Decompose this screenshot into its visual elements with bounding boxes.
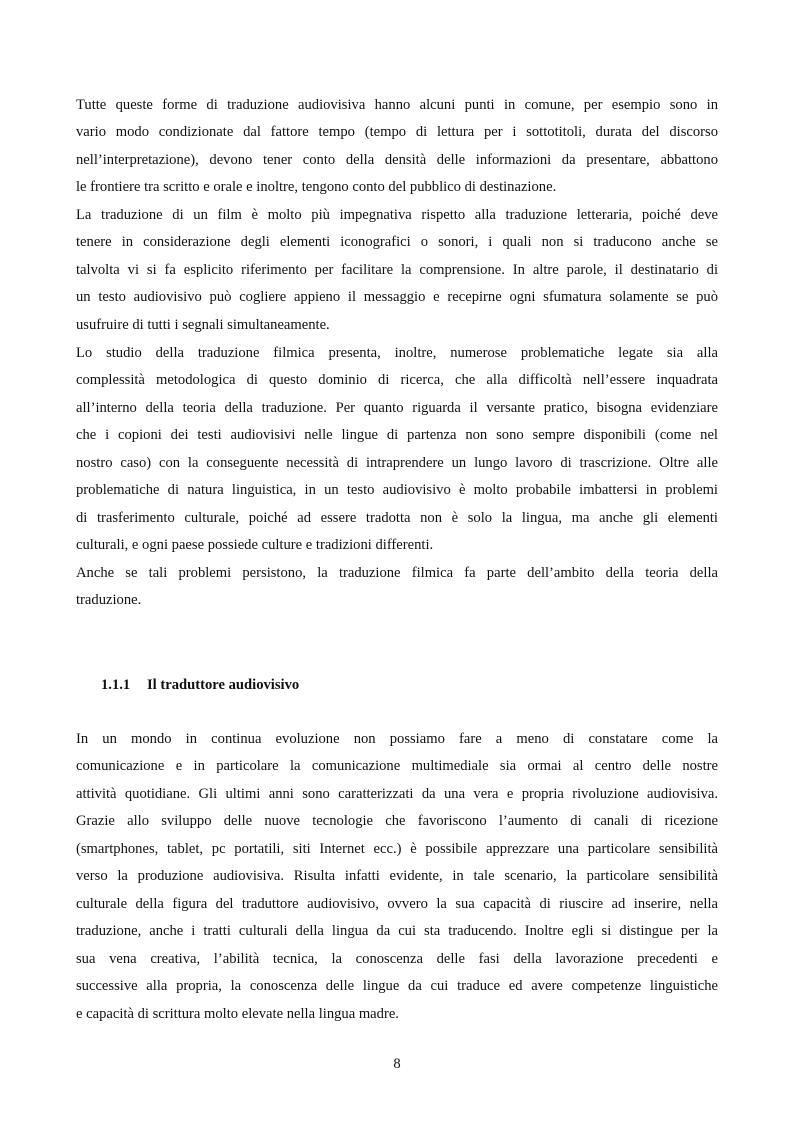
text-line: vario modo condizionate dal fattore tempo (tempo di lettura per i sottotitoli, durata del discorso [76,124,718,140]
text-line: successive alla propria, la conoscenza delle lingue da cui traduce ed avere competenze linguistiche [76,978,718,994]
text-line: sua vena creativa, l’abilità tecnica, la conoscenza delle fasi della lavorazione precedenti e [76,951,718,967]
text-line: culturale della figura del traduttore audiovisivo, ovvero la sua capacità di riuscire ad inserire, nella [76,896,718,912]
text-line: nell’interpretazione), devono tener conto della densità delle informazioni da presentare, abbattono [76,152,718,168]
text-line: di trasferimento culturale, poiché ad essere tradotta non è solo la lingua, ma anche gli elementi [76,510,718,526]
text-line: comunicazione e in particolare la comunicazione multimediale sia ormai al centro delle nostre [76,758,718,774]
text-line: le frontiere tra scritto e orale e inoltre, tengono conto del pubblico di destinazione. [76,179,557,195]
text-line: La traduzione di un film è molto più impegnativa rispetto alla traduzione letteraria, poiché deve [76,207,718,223]
text-line: Anche se tali problemi persistono, la traduzione filmica fa parte dell’ambito della teoria della [76,565,718,581]
text-line: un testo audiovisivo può cogliere appieno il messaggio e recepirne ogni sfumatura solamente se può [76,289,718,305]
text-line: all’interno della teoria della traduzione. Per quanto riguarda il versante pratico, bisogna evidenziare [76,400,718,416]
text-line: attività quotidiane. Gli ultimi anni sono caratterizzati da una vera e propria rivoluzione audiovisiva. [76,786,718,802]
text-line: usufruire di tutti i segnali simultaneamente. [76,317,330,333]
text-line: verso la produzione audiovisiva. Risulta infatti evidente, in tale scenario, la particolare sensibilità [76,868,718,884]
text-line: problematiche di natura linguistica, in un testo audiovisivo è molto probabile imbattersi in problemi [76,482,718,498]
section-number: 1.1.1 [101,677,131,693]
text-line: nostro caso) con la conseguente necessità di intraprendere un lungo lavoro di trascrizione. Oltre alle [76,455,718,471]
text-line: Grazie allo sviluppo delle nuove tecnologie che favoriscono l’aumento di canali di ricezione [76,813,718,829]
section-title: Il traduttore audiovisivo [147,677,300,693]
text-line: Tutte queste forme di traduzione audiovisiva hanno alcuni punti in comune, per esempio sono in [76,97,718,113]
page-number: 8 [393,1056,401,1072]
text-line: In un mondo in continua evoluzione non possiamo fare a meno di constatare come la [76,731,718,747]
text-line: traduzione. [76,592,142,608]
text-line: (smartphones, tablet, pc portatili, siti Internet ecc.) è possibile apprezzare una particolare sensibilità [76,841,718,857]
text-line: tenere in considerazione degli elementi iconografici o sonori, i quali non si traducono anche se [76,234,718,250]
text-line: complessità metodologica di questo dominio di ricerca, che alla difficoltà nell’essere inquadrata [76,372,718,388]
text-line: Lo studio della traduzione filmica presenta, inoltre, numerose problematiche legate sia alla [76,345,718,361]
text-line: traduzione, anche i tratti culturali della lingua da cui sta traducendo. Inoltre egli si distingue per la [76,923,718,939]
text-line: culturali, e ogni paese possiede culture e tradizioni differenti. [76,537,434,553]
text-line: talvolta vi si fa esplicito riferimento per facilitare la comprensione. In altre parole, il destinatario di [76,262,718,278]
section-heading [101,676,299,694]
text-line: che i copioni dei testi audiovisivi nelle lingue di partenza non sono sempre disponibili (come nel [76,427,718,443]
text-line: e capacità di scrittura molto elevate nella lingua madre. [76,1006,399,1022]
